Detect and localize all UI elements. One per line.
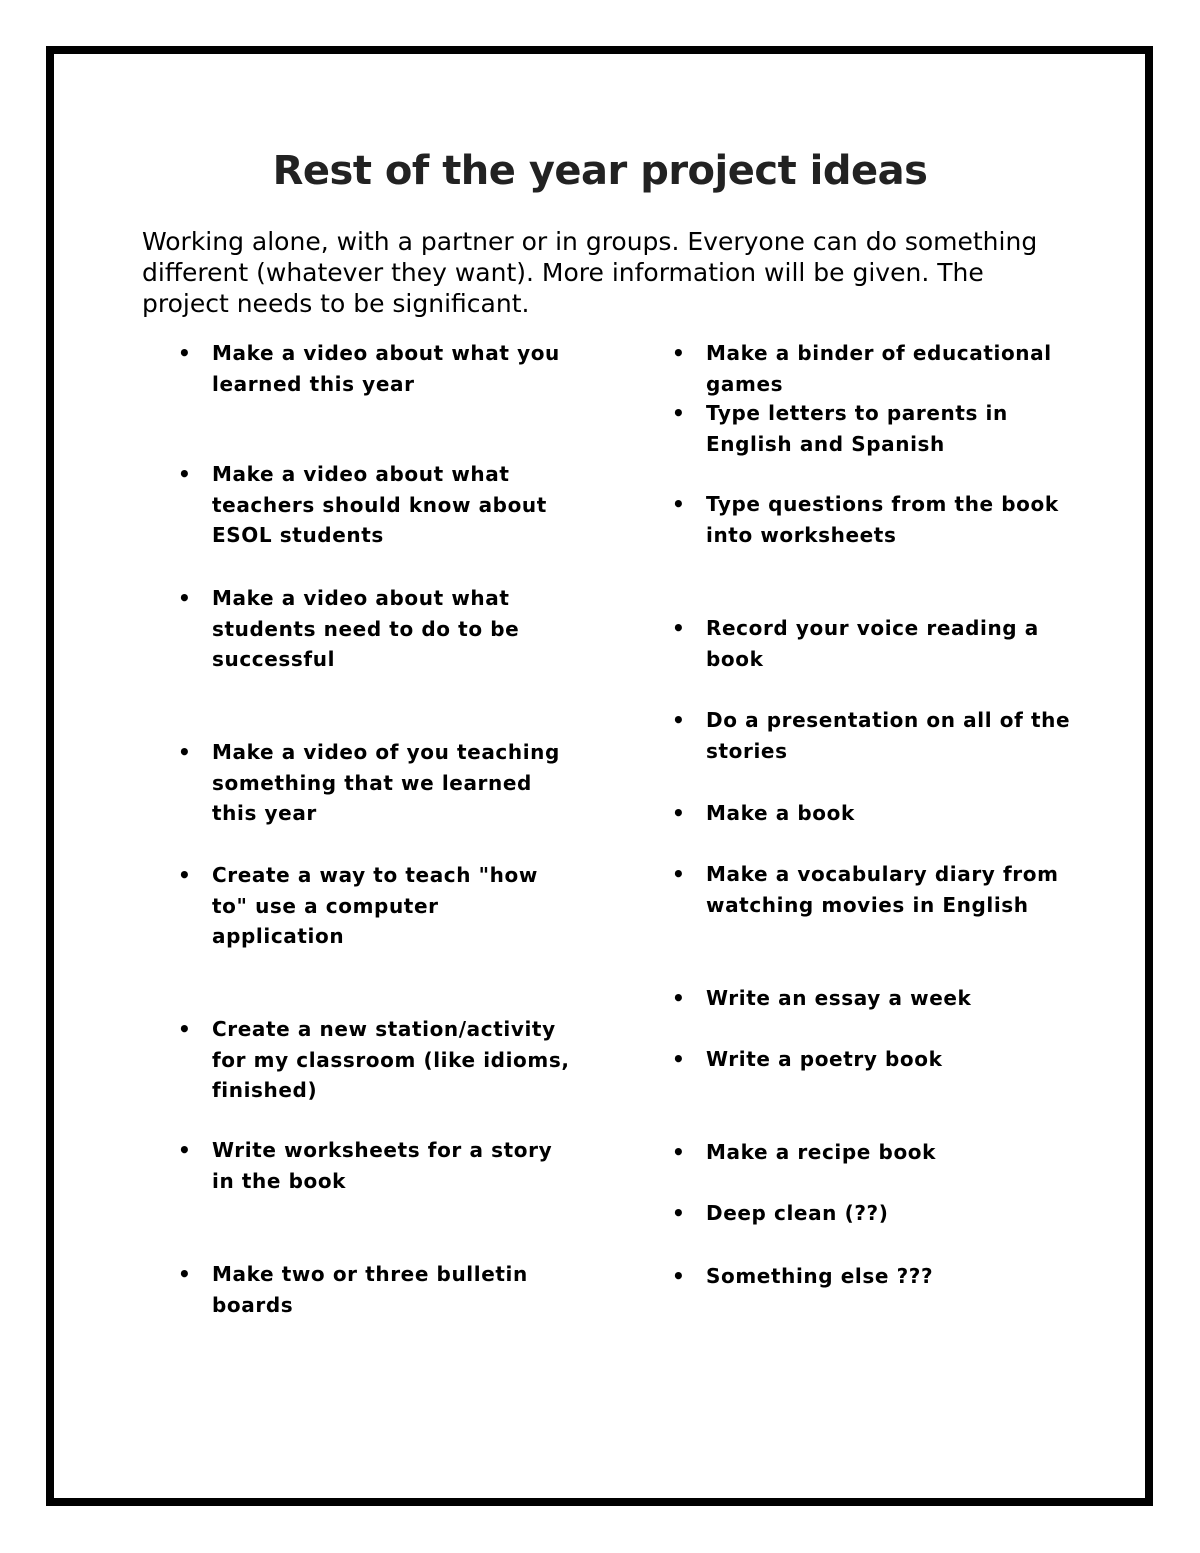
list-item	[672, 859, 1076, 920]
bullet-icon: •	[178, 740, 192, 764]
bullet-icon: •	[672, 492, 686, 516]
list-item-text: Make a video about what students need to do to be successful	[212, 586, 520, 671]
list-item	[672, 705, 1076, 766]
list-item-text: Make a recipe book	[706, 1140, 937, 1164]
list-item-text: Something else ???	[706, 1264, 934, 1288]
list-item	[672, 798, 1076, 829]
bullet-icon: •	[672, 1201, 686, 1225]
bullet-icon: •	[178, 1262, 192, 1286]
list-item-text: Make a video about what teachers should know about ESOL students	[212, 462, 547, 547]
list-item	[672, 398, 1076, 459]
bullet-icon: •	[178, 462, 192, 486]
list-item	[672, 983, 1076, 1014]
list-item-text: Make a binder of educational games	[706, 341, 1052, 396]
list-item	[672, 1261, 1076, 1292]
bullet-icon: •	[672, 401, 686, 425]
intro-paragraph: Working alone, with a partner or in groups. Everyone can do something different (whatever they want). More information will be given. The project needs to be significant.	[142, 227, 1038, 318]
list-item	[672, 1137, 1076, 1168]
list-item-text: Write an essay a week	[706, 986, 972, 1010]
bullet-icon: •	[178, 341, 192, 365]
list-item-text: Deep clean (??)	[706, 1201, 889, 1225]
list-item-text: Make a vocabulary diary from watching movies in English	[706, 862, 1059, 917]
bullet-icon: •	[672, 986, 686, 1010]
list-item	[178, 1135, 572, 1196]
bullet-icon: •	[672, 341, 686, 365]
list-item	[178, 338, 572, 399]
bullet-icon: •	[672, 1047, 686, 1071]
list-item	[672, 489, 1076, 550]
list-item-text: Type questions from the book into worksheets	[706, 492, 1059, 547]
list-item	[178, 860, 572, 952]
list-item-text: Type letters to parents in English and Spanish	[706, 401, 1008, 456]
list-item	[178, 737, 572, 829]
list-item	[178, 583, 572, 675]
list-item-text: Make a video of you teaching something that we learned this year	[212, 740, 560, 825]
list-item-text: Make two or three bulletin boards	[212, 1262, 528, 1317]
bullet-icon: •	[178, 1017, 192, 1041]
bullet-icon: •	[672, 862, 686, 886]
list-item	[672, 1198, 1076, 1229]
bullet-icon: •	[672, 1140, 686, 1164]
bullet-icon: •	[672, 801, 686, 825]
list-item	[672, 338, 1076, 399]
list-item-text: Create a new station/activity for my classroom (like idioms, finished)	[212, 1017, 570, 1102]
list-item	[672, 613, 1076, 674]
list-item	[178, 1259, 572, 1320]
bullet-icon: •	[672, 616, 686, 640]
bullet-icon: •	[672, 1264, 686, 1288]
list-item-text: Make a book	[706, 801, 855, 825]
list-item-text: Make a video about what you learned this year	[212, 341, 560, 396]
page-title: Rest of the year project ideas	[272, 148, 928, 194]
bullet-icon: •	[178, 586, 192, 610]
list-item-text: Record your voice reading a book	[706, 616, 1039, 671]
list-item	[178, 459, 572, 551]
list-item-text: Create a way to teach "how to" use a computer application	[212, 863, 538, 948]
list-item-text: Write a poetry book	[706, 1047, 943, 1071]
bullet-icon: •	[672, 708, 686, 732]
list-item-text: Write worksheets for a story in the book	[212, 1138, 553, 1193]
list-item	[178, 1014, 572, 1106]
list-item	[672, 1044, 1076, 1075]
bullet-icon: •	[178, 863, 192, 887]
list-item-text: Do a presentation on all of the stories	[706, 708, 1071, 763]
bullet-icon: •	[178, 1138, 192, 1162]
